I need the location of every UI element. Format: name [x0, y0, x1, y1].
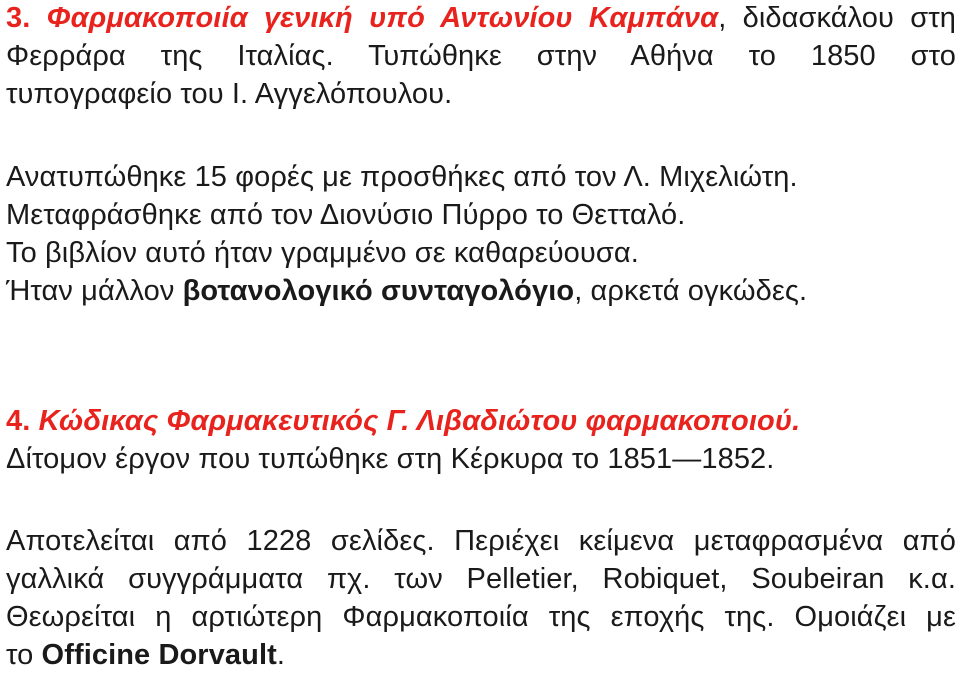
section-4-para-1-line-2: γαλλικά συγγράμματα πχ. των Pelletier, Robiquet, Soubeiran κ.α. [6, 563, 956, 595]
para-4-bold-term: βοτανολογικό συνταγολόγιο [182, 275, 575, 307]
section-3-number: 3. [6, 2, 31, 34]
line-4-start: το [6, 639, 42, 671]
section-3-line-3: τυπογραφείο του Ι. Αγγελόπουλου. [6, 78, 453, 110]
section-4-para-1-line-3: Θεωρείται η αρτιώτερη Φαρμακοποιία της εποχής της. Ομοιάζει με [6, 601, 956, 633]
section-4-line-2: Δίτομον έργον που τυπώθηκε στη Κέρκυρα το 1851—1852. [6, 443, 775, 475]
section-3-heading-line [6, 0, 956, 36]
section-4-number: 4. [6, 405, 31, 437]
section-3-para-1: Ανατυπώθηκε 15 φορές με προσθήκες από τον Λ. Μιχελιώτη. [6, 161, 798, 193]
section-3-heading [6, 2, 718, 34]
para-4-start: Ήταν μάλλον [6, 275, 183, 307]
line-4-end: . [276, 639, 286, 671]
section-4-para-1-line-4 [6, 637, 956, 673]
section-4-heading-text [6, 405, 800, 437]
section-3-heading-rest: , διδασκάλου στη [718, 2, 956, 34]
section-3-para-4 [6, 273, 956, 309]
section-3-para-2: Μεταφράσθηκε από τον Διονύσιο Πύρρο το Θετταλό. [6, 199, 686, 231]
para-4-end: , αρκετά ογκώδες. [574, 275, 808, 307]
section-3-title: Φαρμακοποιία γενική υπό Αντωνίου Καμπάνα [46, 2, 719, 34]
section-3-para-3: Το βιβλίον αυτό ήταν γραμμένο σε καθαρεύουσα. [6, 237, 639, 269]
section-4-heading [6, 403, 956, 439]
officine-dorvault-term: Officine Dorvault [41, 639, 277, 671]
section-3-line-2: Φερράρα της Ιταλίας. Τυπώθηκε στην Αθήνα το 1850 στο [6, 40, 956, 72]
section-4-title: Κώδικας Φαρμακευτικός Γ. Λιβαδιώτου φαρμακοποιού. [38, 405, 801, 437]
section-4-para-1-line-1: Αποτελείται από 1228 σελίδες. Περιέχει κείμενα μεταφρασμένα από [6, 525, 956, 557]
